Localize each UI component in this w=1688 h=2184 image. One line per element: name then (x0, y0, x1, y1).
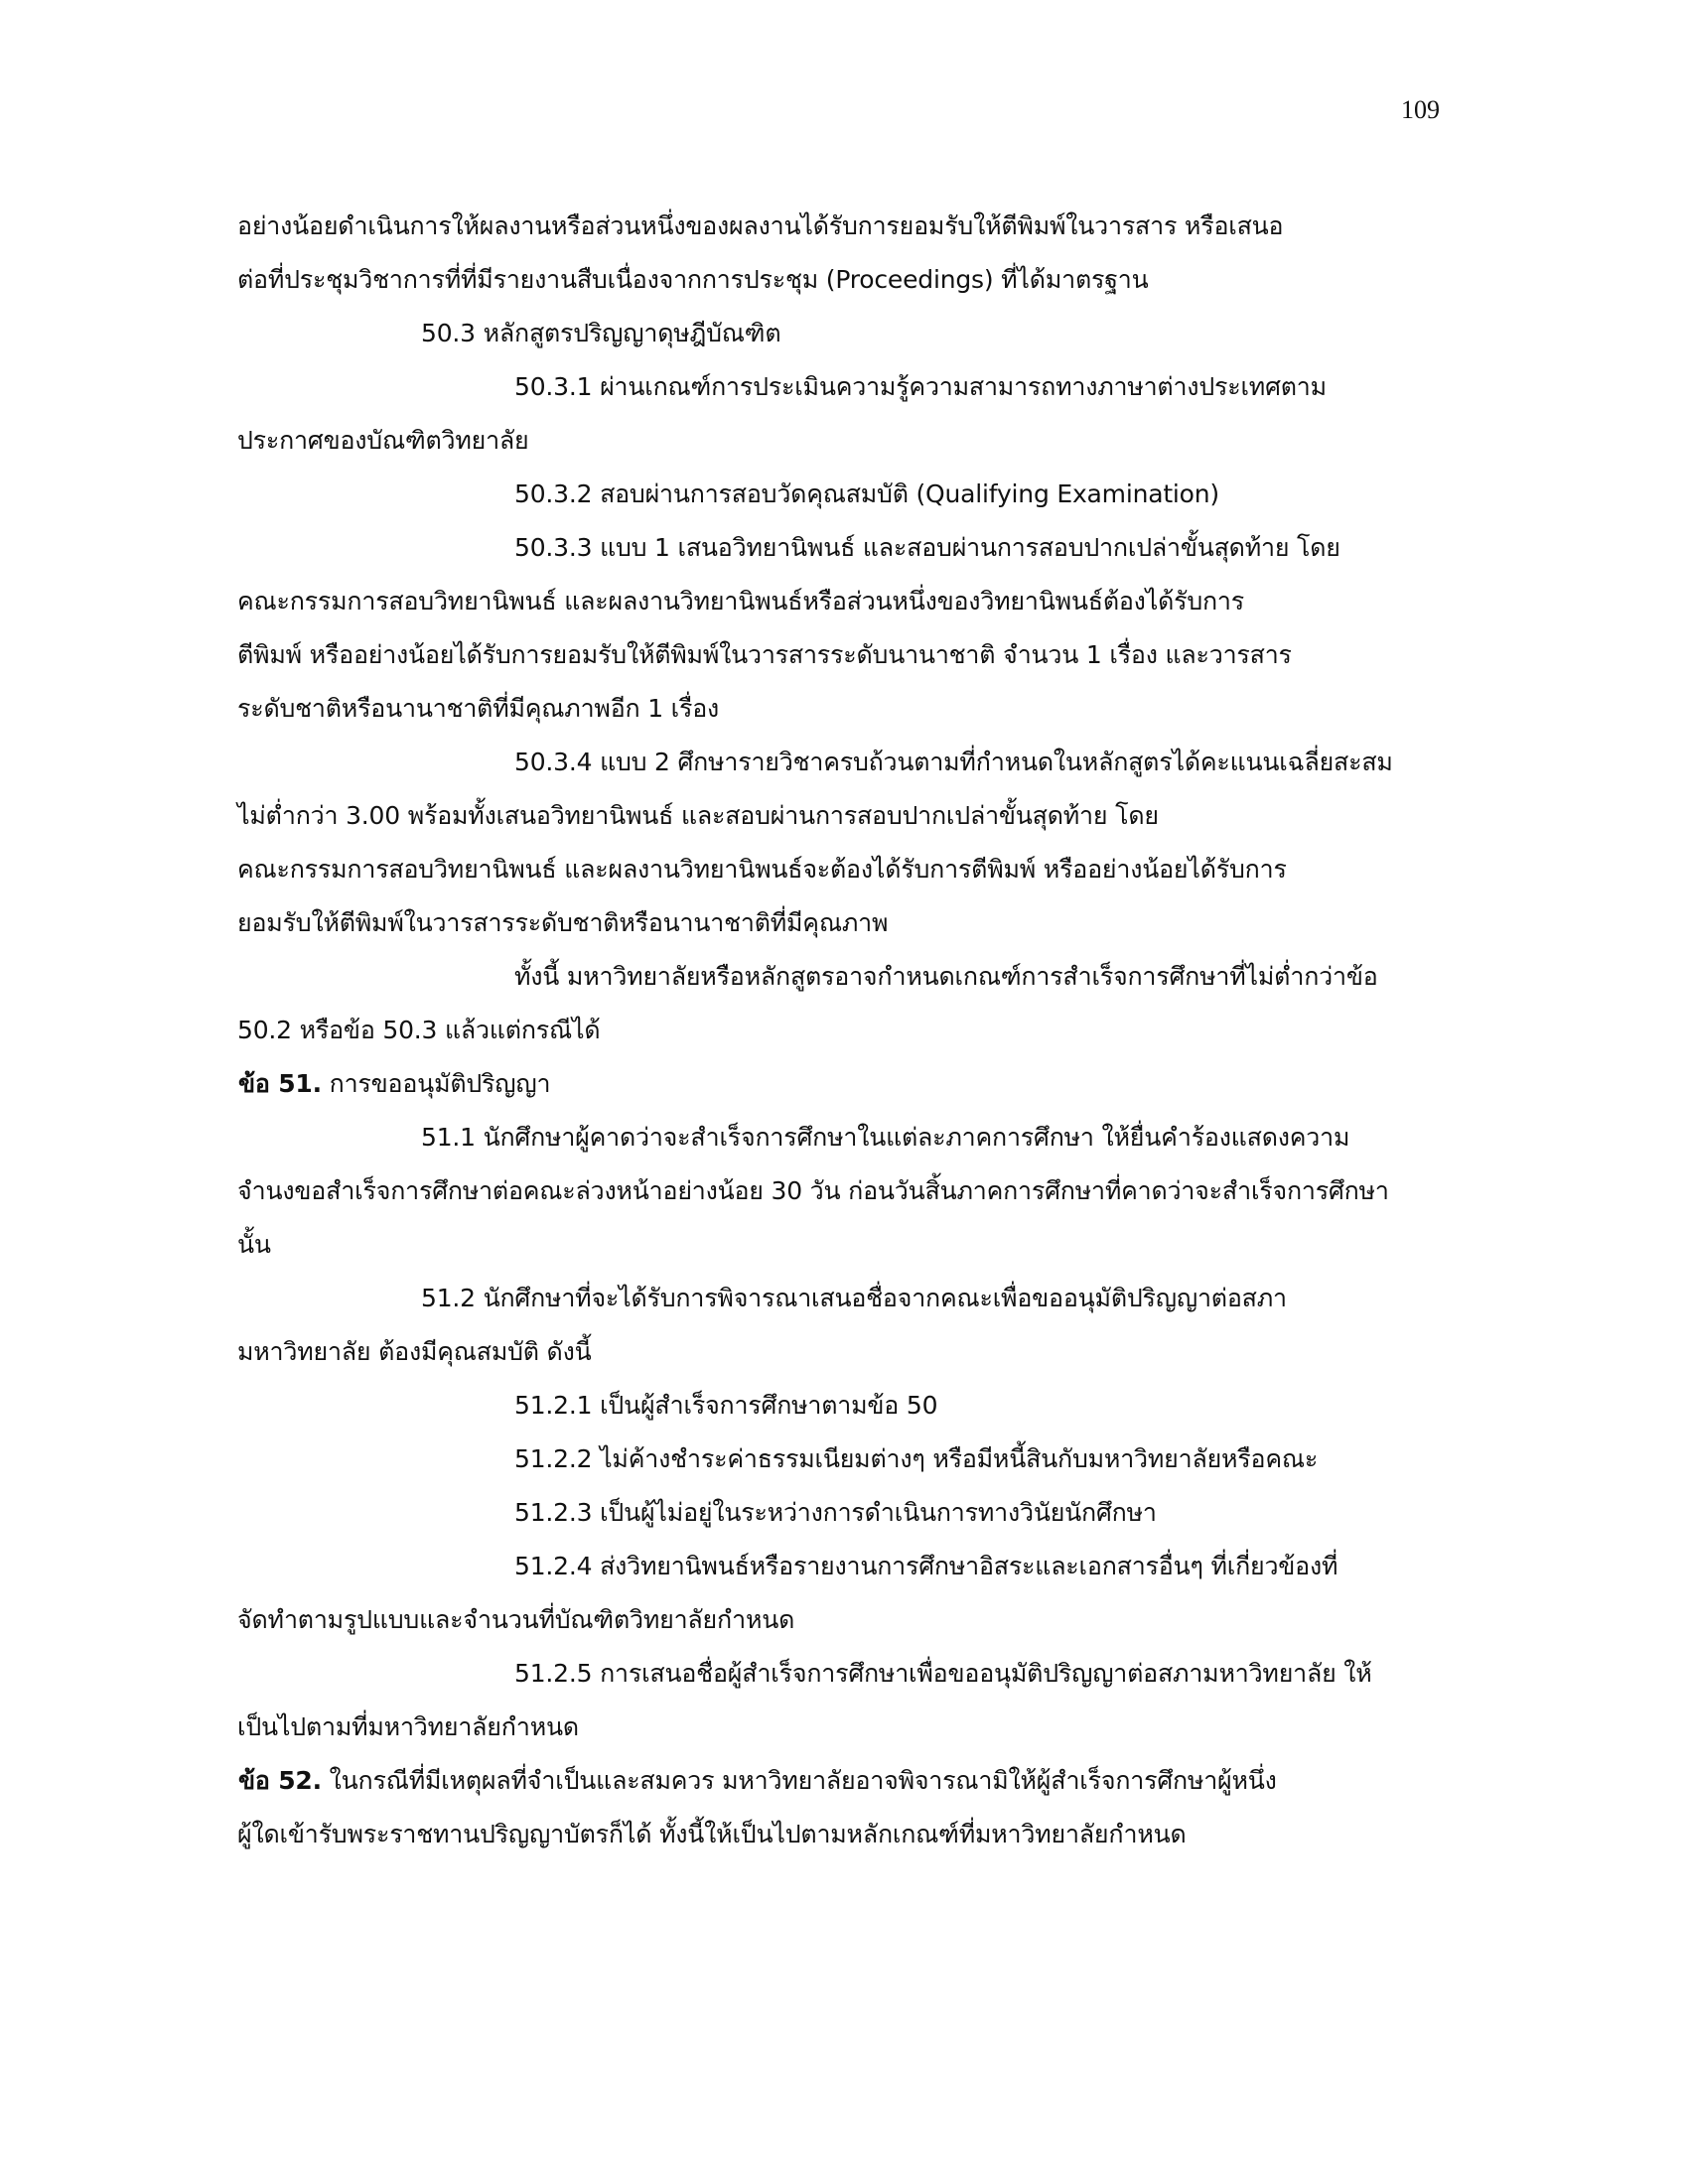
article-51-heading: ข้อ 51. (238, 1069, 322, 1098)
text-line: 51.2.5 การเสนอชื่อผู้สำเร็จการศึกษาเพื่อขออนุมัติปริญญาต่อสภามหาวิทยาลัย ให้ (514, 1659, 1372, 1688)
text-line: ระดับชาติหรือนานาชาติที่มีคุณภาพอีก 1 เรื่อง (237, 694, 720, 723)
article-51-line (238, 1066, 550, 1102)
text-line: ทั้งนี้ มหาวิทยาลัยหรือหลักสูตรอาจกำหนดเกณฑ์การสำเร็จการศึกษาที่ไม่ต่ำกว่าข้อ (514, 962, 1378, 991)
text-line: ผู้ใดเข้ารับพระราชทานปริญญาบัตรก็ได้ ทั้งนี้ให้เป็นไปตามหลักเกณฑ์ที่มหาวิทยาลัยกำหนด (237, 1820, 1187, 1848)
text-line: ตีพิมพ์ หรืออย่างน้อยได้รับการยอมรับให้ตีพิมพ์ในวารสารระดับนานาชาติ จำนวน 1 เรื่อง และวารสาร (237, 640, 1292, 669)
text-line: 50.2 หรือข้อ 50.3 แล้วแต่กรณีได้ (237, 1016, 601, 1044)
text-line: 51.2.4 ส่งวิทยานิพนธ์หรือรายงานการศึกษาอิสระและเอกสารอื่นๆ ที่เกี่ยวข้องที่ (514, 1552, 1338, 1580)
text-line: นั้น (237, 1230, 271, 1259)
text-line: 51.2.1 เป็นผู้สำเร็จการศึกษาตามข้อ 50 (514, 1391, 938, 1420)
article-51-title: การขออนุมัติปริญญา (329, 1069, 551, 1098)
text-line: คณะกรรมการสอบวิทยานิพนธ์ และผลงานวิทยานิพนธ์จะต้องได้รับการตีพิมพ์ หรืออย่างน้อยได้รับการ (237, 855, 1287, 884)
text-line: 50.3.4 แบบ 2 ศึกษารายวิชาครบถ้วนตามที่กำหนดในหลักสูตรได้คะแนนเฉลี่ยสะสม (514, 748, 1393, 776)
text-line: 51.2.2 ไม่ค้างชำระค่าธรรมเนียมต่างๆ หรือมีหนี้สินกับมหาวิทยาลัยหรือคณะ (514, 1444, 1319, 1473)
text-line: 50.3.3 แบบ 1 เสนอวิทยานิพนธ์ และสอบผ่านการสอบปากเปล่าขั้นสุดท้าย โดย (514, 533, 1340, 562)
text-line: ประกาศของบัณฑิตวิทยาลัย (237, 426, 529, 455)
article-52-text: ในกรณีที่มีเหตุผลที่จำเป็นและสมควร มหาวิทยาลัยอาจพิจารณามิให้ผู้สำเร็จการศึกษาผู้หนึ่ง (329, 1766, 1277, 1795)
text-line: คณะกรรมการสอบวิทยานิพนธ์ และผลงานวิทยานิพนธ์หรือส่วนหนึ่งของวิทยานิพนธ์ต้องได้รับการ (237, 587, 1245, 615)
text-line: จัดทำตามรูปแบบและจำนวนที่บัณฑิตวิทยาลัยกำหนด (237, 1605, 795, 1634)
text-line: เป็นไปตามที่มหาวิทยาลัยกำหนด (237, 1712, 579, 1741)
article-52-line (238, 1763, 1277, 1799)
text-line: ยอมรับให้ตีพิมพ์ในวารสารระดับชาติหรือนานาชาติที่มีคุณภาพ (237, 908, 889, 937)
text-line: 51.2 นักศึกษาที่จะได้รับการพิจารณาเสนอชื่อจากคณะเพื่อขออนุมัติปริญญาต่อสภา (421, 1284, 1287, 1312)
section-heading-50-3: 50.3 หลักสูตรปริญญาดุษฎีบัณฑิต (421, 319, 781, 347)
text-line: มหาวิทยาลัย ต้องมีคุณสมบัติ ดังนี้ (237, 1337, 592, 1366)
article-52-heading: ข้อ 52. (238, 1766, 322, 1795)
text-line: ต่อที่ประชุมวิชาการที่ที่มีรายงานสืบเนื่องจากการประชุม (Proceedings) ที่ได้มาตรฐาน (237, 265, 1149, 294)
text-line: ไม่ต่ำกว่า 3.00 พร้อมทั้งเสนอวิทยานิพนธ์ และสอบผ่านการสอบปากเปล่าขั้นสุดท้าย โดย (237, 801, 1159, 830)
text-line: 50.3.2 สอบผ่านการสอบวัดคุณสมบัติ (Qualifying Examination) (514, 479, 1219, 508)
text-line: 51.2.3 เป็นผู้ไม่อยู่ในระหว่างการดำเนินการทางวินัยนักศึกษา (514, 1498, 1157, 1527)
text-line: 50.3.1 ผ่านเกณฑ์การประเมินความรู้ความสามารถทางภาษาต่างประเทศตาม (514, 372, 1327, 401)
text-line: 51.1 นักศึกษาผู้คาดว่าจะสำเร็จการศึกษาในแต่ละภาคการศึกษา ให้ยื่นคำร้องแสดงความ (421, 1123, 1350, 1152)
page-number: 109 (1401, 95, 1440, 124)
text-line: อย่างน้อยดำเนินการให้ผลงานหรือส่วนหนึ่งของผลงานได้รับการยอมรับให้ตีพิมพ์ในวารสาร หรือเสนอ (237, 211, 1284, 240)
text-line: จำนงขอสำเร็จการศึกษาต่อคณะล่วงหน้าอย่างน้อย 30 วัน ก่อนวันสิ้นภาคการศึกษาที่คาดว่าจะสำเร็จการศึกษา (237, 1176, 1389, 1205)
